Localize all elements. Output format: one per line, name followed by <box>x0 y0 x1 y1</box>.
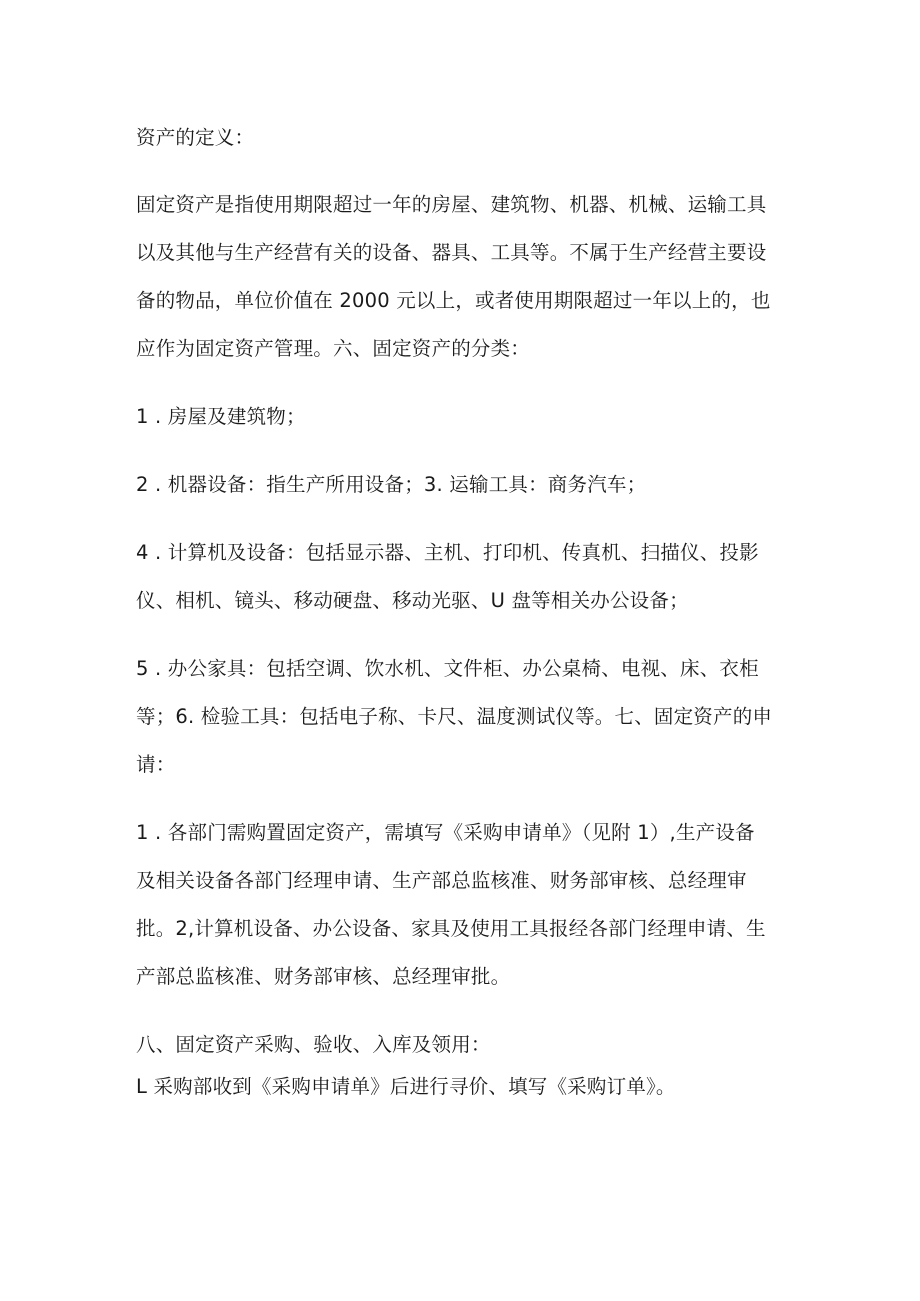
list-item-continuation: 及相关设备各部门经理申请、生产部总监核准、财务部审核、总经理审 <box>136 869 747 892</box>
list-item-continuation: 等；6. 检验工具：包括电子称、卡尺、温度测试仪等。七、固定资产的申 <box>136 705 773 728</box>
paragraph-line: 固定资产是指使用期限超过一年的房屋、建筑物、机器、机械、运输工具 <box>136 193 767 216</box>
section-heading-procurement: 八、固定资产采购、验收、入库及领用： <box>136 1033 491 1056</box>
list-item: 1 . 各部门需购置固定资产，需填写《采购申请单》（见附 1）,生产设备 <box>136 821 755 844</box>
section-heading-asset-definition: 资产的定义： <box>136 126 255 149</box>
paragraph-line: 应作为固定资产管理。六、固定资产的分类： <box>136 337 531 360</box>
list-item: 4 . 计算机及设备：包括显示器、主机、打印机、传真机、扫描仪、投影 <box>136 541 759 564</box>
list-item-continuation: 请： <box>136 753 176 776</box>
paragraph-line: 以及其他与生产经营有关的设备、器具、工具等。不属于生产经营主要设 <box>136 241 767 264</box>
list-item-continuation: 产部总监核准、财务部审核、总经理审批。 <box>136 965 511 988</box>
list-item: 1 . 房屋及建筑物； <box>136 405 306 428</box>
list-item: L 采购部收到《采购申请单》后进行寻价、填写《采购订单》。 <box>136 1075 676 1098</box>
list-item: 5 . 办公家具：包括空调、饮水机、文件柜、办公桌椅、电视、床、衣柜 <box>136 657 759 680</box>
list-item-continuation: 仪、相机、镜头、移动硬盘、移动光驱、U 盘等相关办公设备； <box>136 589 689 612</box>
list-item: 2 . 机器设备：指生产所用设备；3. 运输工具：商务汽车； <box>136 473 647 496</box>
list-item-continuation: 批。2,计算机设备、办公设备、家具及使用工具报经各部门经理申请、生 <box>136 917 766 940</box>
paragraph-line: 备的物品，单位价值在 2000 元以上，或者使用期限超过一年以上的，也 <box>136 289 771 312</box>
